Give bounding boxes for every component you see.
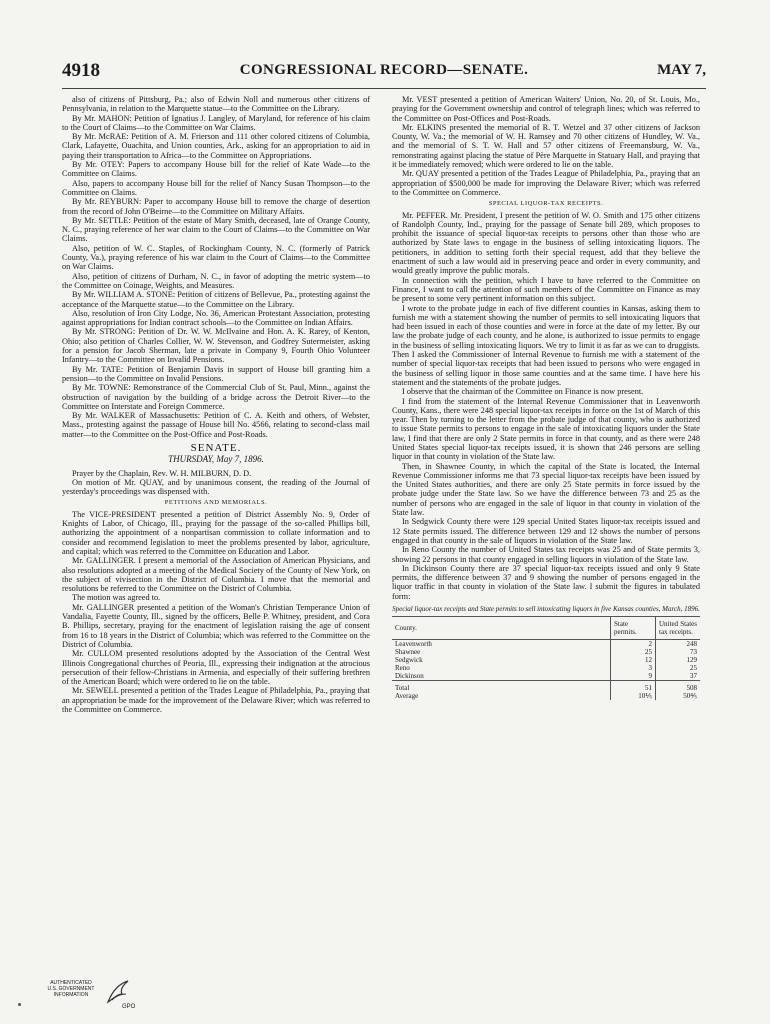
- paragraph: Mr. VEST presented a petition of American Waiters' Union, No. 20, of St. Louis, Mo., praying for the Government ownership and control of telegraph lines; which was referred to the Committee on Post-Offices and Post-Roads.: [392, 95, 700, 123]
- us-receipts-cell: 37: [656, 672, 701, 681]
- senate-petitions: [62, 510, 370, 715]
- paragraph: Mr. QUAY presented a petition of the Trades League of Philadelphia, Pa., praying that an appropriation of $500,000 be made for improving the Delaware River; which was referred to the Committee on Commerce.: [392, 169, 700, 197]
- paragraph: Also, petition of W. C. Staples, of Rockingham County, N. C. (formerly of Patrick County, Va.), praying reference of his war claim to the Court of Claims—to the Committee on War Claims.: [62, 243, 370, 272]
- county-cell: Dickinson: [395, 672, 424, 681]
- liquor-table: [392, 616, 700, 700]
- table-average-row: [392, 692, 700, 700]
- header-rule: [62, 88, 706, 89]
- state-permits-cell: 10⅕: [611, 692, 656, 700]
- paragraph: Also, resolution of Iron City Lodge, No. 36, American Protestant Association, protesting against appropriations for Indian contract schools—to the Committee on Indian Affairs.: [62, 308, 370, 328]
- table-total-row: [392, 681, 700, 693]
- paragraph: Mr. PEFFER. Mr. President, I present the petition of W. O. Smith and 175 other citizens of Randolph County, Ind., praying for the passage of Senate bill 289, which proposes to prohibit the issuance of special liquor-tax receipts to persons other than those who are authorized by State laws to engage in the business of selling intoxicating liquors. The petitioners, in addition to setting forth their special request, add that they believe the enactment of such a law would aid in preserving peace and order in every community, and would greatly improve the public morals.: [392, 210, 700, 276]
- table-header-state-permits: State permits.: [611, 617, 656, 640]
- table-header-us-receipts: United States tax receipts.: [656, 617, 701, 640]
- gpo-authentication-seal: [40, 978, 150, 1016]
- us-receipts-cell: 508: [656, 681, 701, 693]
- paragraph: By Mr. TOWNE: Remonstrance of the Commercial Club of St. Paul, Minn., against the obstruction of navigation by the building of a bridge across the Detroit River—to the Committee on Interstate and Foreign Commerce.: [62, 383, 370, 411]
- paragraph: Mr. ELKINS presented the memorial of R. T. Wetzel and 37 other citizens of Jackson County, W. Va.; the memorial of W. H. Ramsey and 70 other citizens of Hundley, W. Va., and the memorial of S. T. W. Hall and 57 other citizens of Freemansburg, W. Va., remonstrating against placing the statue of Père Marquette in Statuary Hall, and praying that it be immediately removed; which were ordered to lie on the table.: [392, 122, 700, 170]
- paragraph: Mr. SEWELL presented a petition of the Trades League of Philadelphia, Pa., praying that an appropriation be made for the improvement of the Delaware River; which was referred to the Committee on Commerce.: [62, 686, 370, 714]
- margin-dot: [18, 1003, 21, 1006]
- county-cell: Sedgwick: [395, 656, 423, 665]
- paragraph: By Mr. OTEY: Papers to accompany House bill for the relief of Kate Wade—to the Committee on Claims.: [62, 160, 370, 179]
- county-cell: Reno: [395, 664, 410, 673]
- prayer-line: Prayer by the Chaplain, Rev. W. H. MILBURN, D. D.: [72, 468, 252, 478]
- paragraph: In Dickinson County there are 37 special liquor-tax receipts issued and only 9 State permits, the difference between 37 and 9 showing the number of persons engaged in the liquor traffic in that county in violation of the State law. I submit the figures in tabulated form:: [392, 563, 700, 601]
- journal-line: On motion of Mr. QUAY, and by unanimous consent, the reading of the Journal of yesterday's proceedings was dispensed with.: [62, 477, 370, 497]
- paragraph: In connection with the petition, which I have to have referred to the Committee on Finance, I want to call the attention of such members of the Committee on Finance as may be present to some very pertinent information on this subject.: [392, 275, 700, 304]
- table-row: [392, 656, 700, 664]
- us-receipts-cell: 50⅘: [656, 692, 701, 700]
- liquor-tax-remarks: [392, 211, 700, 601]
- paragraph: By Mr. STRONG: Petition of Dr. W. W. McIlvaine and Hon. A. K. Rarey, of Kenton, Ohio; also petition of Charles Collier, W. W. Stevenson, and Godfrey Sutermeister, asking for a pension for Jacob Sherman, late a private in Company 9, Fourth Ohio Volunteer Infantry—to the Committee on Invalid Pensions.: [62, 327, 370, 365]
- paragraph: Mr. GALLINGER. I present a memorial of the Association of American Physicians, and also resolutions adopted at a meeting of the Medical Society of the County of New York, on the subject of vivisection in the District of Columbia. I move that the memorial and resolutions be referred to the Committee on the District of Columbia.: [62, 556, 370, 594]
- header-date: MAY 7,: [657, 62, 706, 78]
- paragraph: Mr. GALLINGER presented a petition of the Woman's Christian Temperance Union of Vandalia, Fayette County, Ill., signed by the officers, Belle P. Whitney, president, and Cora B. Phillips, secretary, praying for the enactment of legislation raising the age of consent from 16 to 18 years in the District of Columbia; which was referred to the Committee on the District of Columbia.: [62, 602, 370, 649]
- county-cell: Total: [392, 681, 611, 693]
- paragraph: I observe that the chairman of the Committee on Finance is now present.: [402, 387, 644, 397]
- us-receipts-cell: 25: [656, 664, 701, 672]
- paragraph: I wrote to the probate judge in each of five different counties in Kansas, asking them to furnish me with a statement showing the number of permits to sell intoxicating liquors that had been issued in each of those counties and were in force at the date of my letter. By our law the probate judge of each county, and he alone, is authorized to issue permits to engage in the business of selling intoxicating liquors. We try to limit it as far as we can to druggists. Then I asked the Commissioner of Internal Revenue to furnish me with a statement of the number of special liquor-tax receipts that had been issued to persons who were engaged in the business of selling liquor in those same counties and at the same time. I have here his statement and the statements of the probate judges.: [392, 303, 700, 387]
- state-permits-cell: 9: [611, 672, 656, 681]
- state-permits-cell: 2: [611, 640, 656, 649]
- paragraph: also of citizens of Pittsburg, Pa.; also of Edwin Noll and numerous other citizens of Pennsylvania, in relation to the Marquette statue—to the Committee on the Library.: [62, 95, 370, 114]
- table-row: [392, 664, 700, 672]
- paragraph: The motion was agreed to.: [72, 593, 161, 603]
- state-permits-cell: 12: [611, 656, 656, 664]
- senate-heading: SENATE.: [190, 441, 242, 454]
- paragraph: In Sedgwick County there were 129 special United States liquor-tax receipts issued and 12 State permits issued. The difference between 129 and 12 shows the number of persons engaged in that county in the sale of liquors in violation of the State law.: [392, 517, 700, 545]
- us-receipts-cell: 248: [656, 640, 701, 649]
- state-permits-cell: 3: [611, 664, 656, 672]
- table-header-county: County.: [392, 617, 611, 640]
- paragraph: I find from the statement of the Internal Revenue Commissioner that in Leavenworth County, Kans., there were 248 special liquor-tax receipts in force on the 1st of March of this year. Then by turning to the letter from the probate judge of that county, who is authorized to issue State permits to persons to engage in the sale of intoxicating liquors under the State law, I find that there are only 2 State permits in force in that county, and as there were 248 United States special liquor-tax receipts issued, it is shown that 246 persons are selling liquor in that county in violation of the State law.: [392, 396, 700, 462]
- table-row: [392, 672, 700, 681]
- petitions-subheading: PETITIONS AND MEMORIALS.: [164, 499, 268, 507]
- senate-petitions-continued: [392, 95, 700, 197]
- us-receipts-cell: 129: [656, 656, 701, 664]
- state-permits-cell: 51: [611, 681, 656, 693]
- paragraph: By Mr. WALKER of Massachusetts: Petition of C. A. Keith and others, of Webster, Mass., protesting against the passage of House bill No. 4566, relating to second-class mail matter—to the Committee on the Post-Office and Post-Roads.: [62, 411, 370, 439]
- senate-dateline: THURSDAY, May 7, 1896.: [168, 454, 264, 465]
- publication-title: CONGRESSIONAL RECORD—SENATE.: [239, 62, 529, 78]
- paragraph: By Mr. REYBURN: Paper to accompany House bill to remove the charge of desertion from the record of John O'Beirne—to the Committee on Military Affairs.: [62, 197, 370, 216]
- paragraph: By Mr. SETTLE: Petition of the estate of Mary Smith, deceased, late of Orange County, N. C., praying reference of her war claim to the Court of Claims—to the Committee on War Claims.: [62, 215, 370, 244]
- paragraph: Also, petition of citizens of Durham, N. C., in favor of adopting the metric system—to the Committee on Coinage, Weights, and Measures.: [62, 271, 370, 290]
- paragraph: By Mr. MAHON: Petition of Ignatius J. Langley, of Maryland, for reference of his claim to the Court of Claims—to the Committee on War Claims.: [62, 113, 370, 132]
- house-petitions: [62, 95, 370, 439]
- paragraph: In Reno County the number of United States tax receipts was 25 and of State permits 3, showing 22 persons in that county engaged in selling liquors in violation of the State law.: [392, 545, 700, 564]
- gpo-mark: GPO: [122, 1004, 136, 1010]
- county-cell: Average: [395, 692, 419, 701]
- county-cell: Leavenworth: [395, 640, 432, 649]
- state-permits-cell: 25: [611, 648, 656, 656]
- page-number: 4918: [62, 60, 100, 81]
- paragraph: The VICE-PRESIDENT presented a petition of District Assembly No. 9, Order of Knights of Labor, of Chicago, Ill., praying for the passage of the so-called Phillips bill, authorizing the appointment of a nonpartisan commission to collate information and to consider and recommend legislation to meet the problems presented by labor, agriculture, and capital; which was referred to the Committee on Education and Labor.: [62, 509, 370, 556]
- county-cell: Shawnee: [395, 648, 421, 657]
- paragraph: Then, in Shawnee County, in which the capital of the State is located, the Internal Revenue Commissioner informs me that 73 special liquor-tax receipts have been issued by the United States authorities, and there are only 25 State permits in force issued by the probate judge under the State law. So we have the difference between 73 and 25 as the number of persons who are engaged in the sale of liquor in that county in violation of the State law.: [392, 461, 700, 518]
- gpo-seal-text: AUTHENTICATED U.S. GOVERNMENT INFORMATION: [47, 980, 95, 998]
- paragraph: Also, papers to accompany House bill for the relief of Nancy Susan Thompson—to the Committee on Claims.: [62, 178, 370, 197]
- paragraph: By Mr. McRAE: Petition of A. M. Frierson and 111 other colored citizens of Columbia, Clark, Lafayette, Ouachita, and Union counties, Ark., asking for an appropriation to aid in paying their transportation to Africa—to the Committee on Appropriations.: [62, 132, 370, 160]
- right-column: [392, 95, 700, 700]
- paragraph: Mr. CULLOM presented resolutions adopted by the Association of the Central West Illinois Congregational churches of Peoria, Ill., expressing their indignation at the atrocious persecution of their fellow-Christians in Armenia, and especially of their suffering brethren of the American Board; which were ordered to lie on the table.: [62, 649, 370, 687]
- table-row: [392, 640, 700, 649]
- table-row: [392, 648, 700, 656]
- us-receipts-cell: 73: [656, 648, 701, 656]
- left-column: [62, 95, 370, 714]
- page-header: [62, 60, 706, 82]
- paragraph: By Mr. TATE: Petition of Benjamin Davis in support of House bill granting him a pension—to the Committee on Invalid Pensions.: [62, 364, 370, 383]
- paragraph: By Mr. WILLIAM A. STONE: Petition of citizens of Bellevue, Pa., protesting against the acceptance of the Marquette statue—to the Committee on the Library.: [62, 290, 370, 309]
- table-caption: Special liquor-tax receipts and State permits to sell intoxicating liquors in five Kansas counties, March, 1896.: [392, 605, 700, 614]
- liquor-tax-heading: SPECIAL LIQUOR-TAX RECEIPTS.: [488, 200, 604, 208]
